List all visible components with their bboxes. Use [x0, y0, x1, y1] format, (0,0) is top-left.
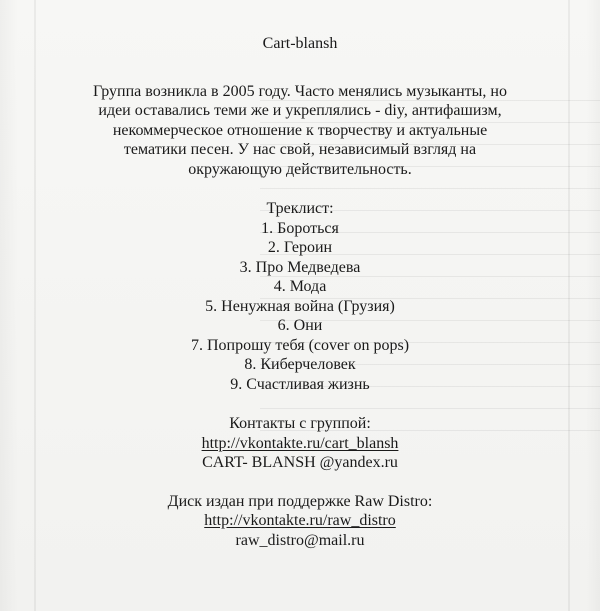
track-item: 7. Попрошу тебя (cover on pops) [190, 336, 410, 354]
distro-link[interactable]: http://vkontakte.ru/raw_distro [204, 512, 396, 529]
distro-block [0, 492, 600, 551]
distro-email: raw_distro@mail.ru [235, 531, 365, 549]
contacts-email: CART- BLANSH @yandex.ru [202, 454, 398, 471]
track-item: 3. Про Медведева [239, 258, 361, 276]
contacts-link[interactable]: http://vkontakte.ru/cart_blansh [201, 434, 399, 452]
band-title: Cart-blansh [262, 35, 338, 52]
track-item: 6. Они [277, 317, 323, 334]
tracklist-heading: Треклист: [266, 200, 334, 217]
contacts-block [0, 414, 600, 473]
band-description: Группа возникла в 2005 году. Часто менялись музыканты, но идеи оставались теми же и укреплялись - diy, антифашизм, некоммерческое отношение к творчеству и актуальные тематики песен. У нас свой, независимый взгляд на окружающую действительность. [93, 82, 507, 178]
track-item: 8. Киберчеловек [244, 356, 356, 373]
contacts-heading: Контакты с группой: [229, 415, 371, 432]
insert-text [0, 34, 600, 569]
track-item: 2. Героин [267, 239, 333, 256]
track-item: 9. Счастливая жизнь [230, 375, 370, 393]
track-item: 4. Мода [273, 278, 327, 295]
distro-heading: Диск издан при поддержке Raw Distro: [167, 492, 433, 510]
tracklist [0, 219, 600, 395]
track-item: 5. Ненужная война (Грузия) [205, 297, 395, 315]
track-item: 1. Бороться [261, 219, 339, 237]
